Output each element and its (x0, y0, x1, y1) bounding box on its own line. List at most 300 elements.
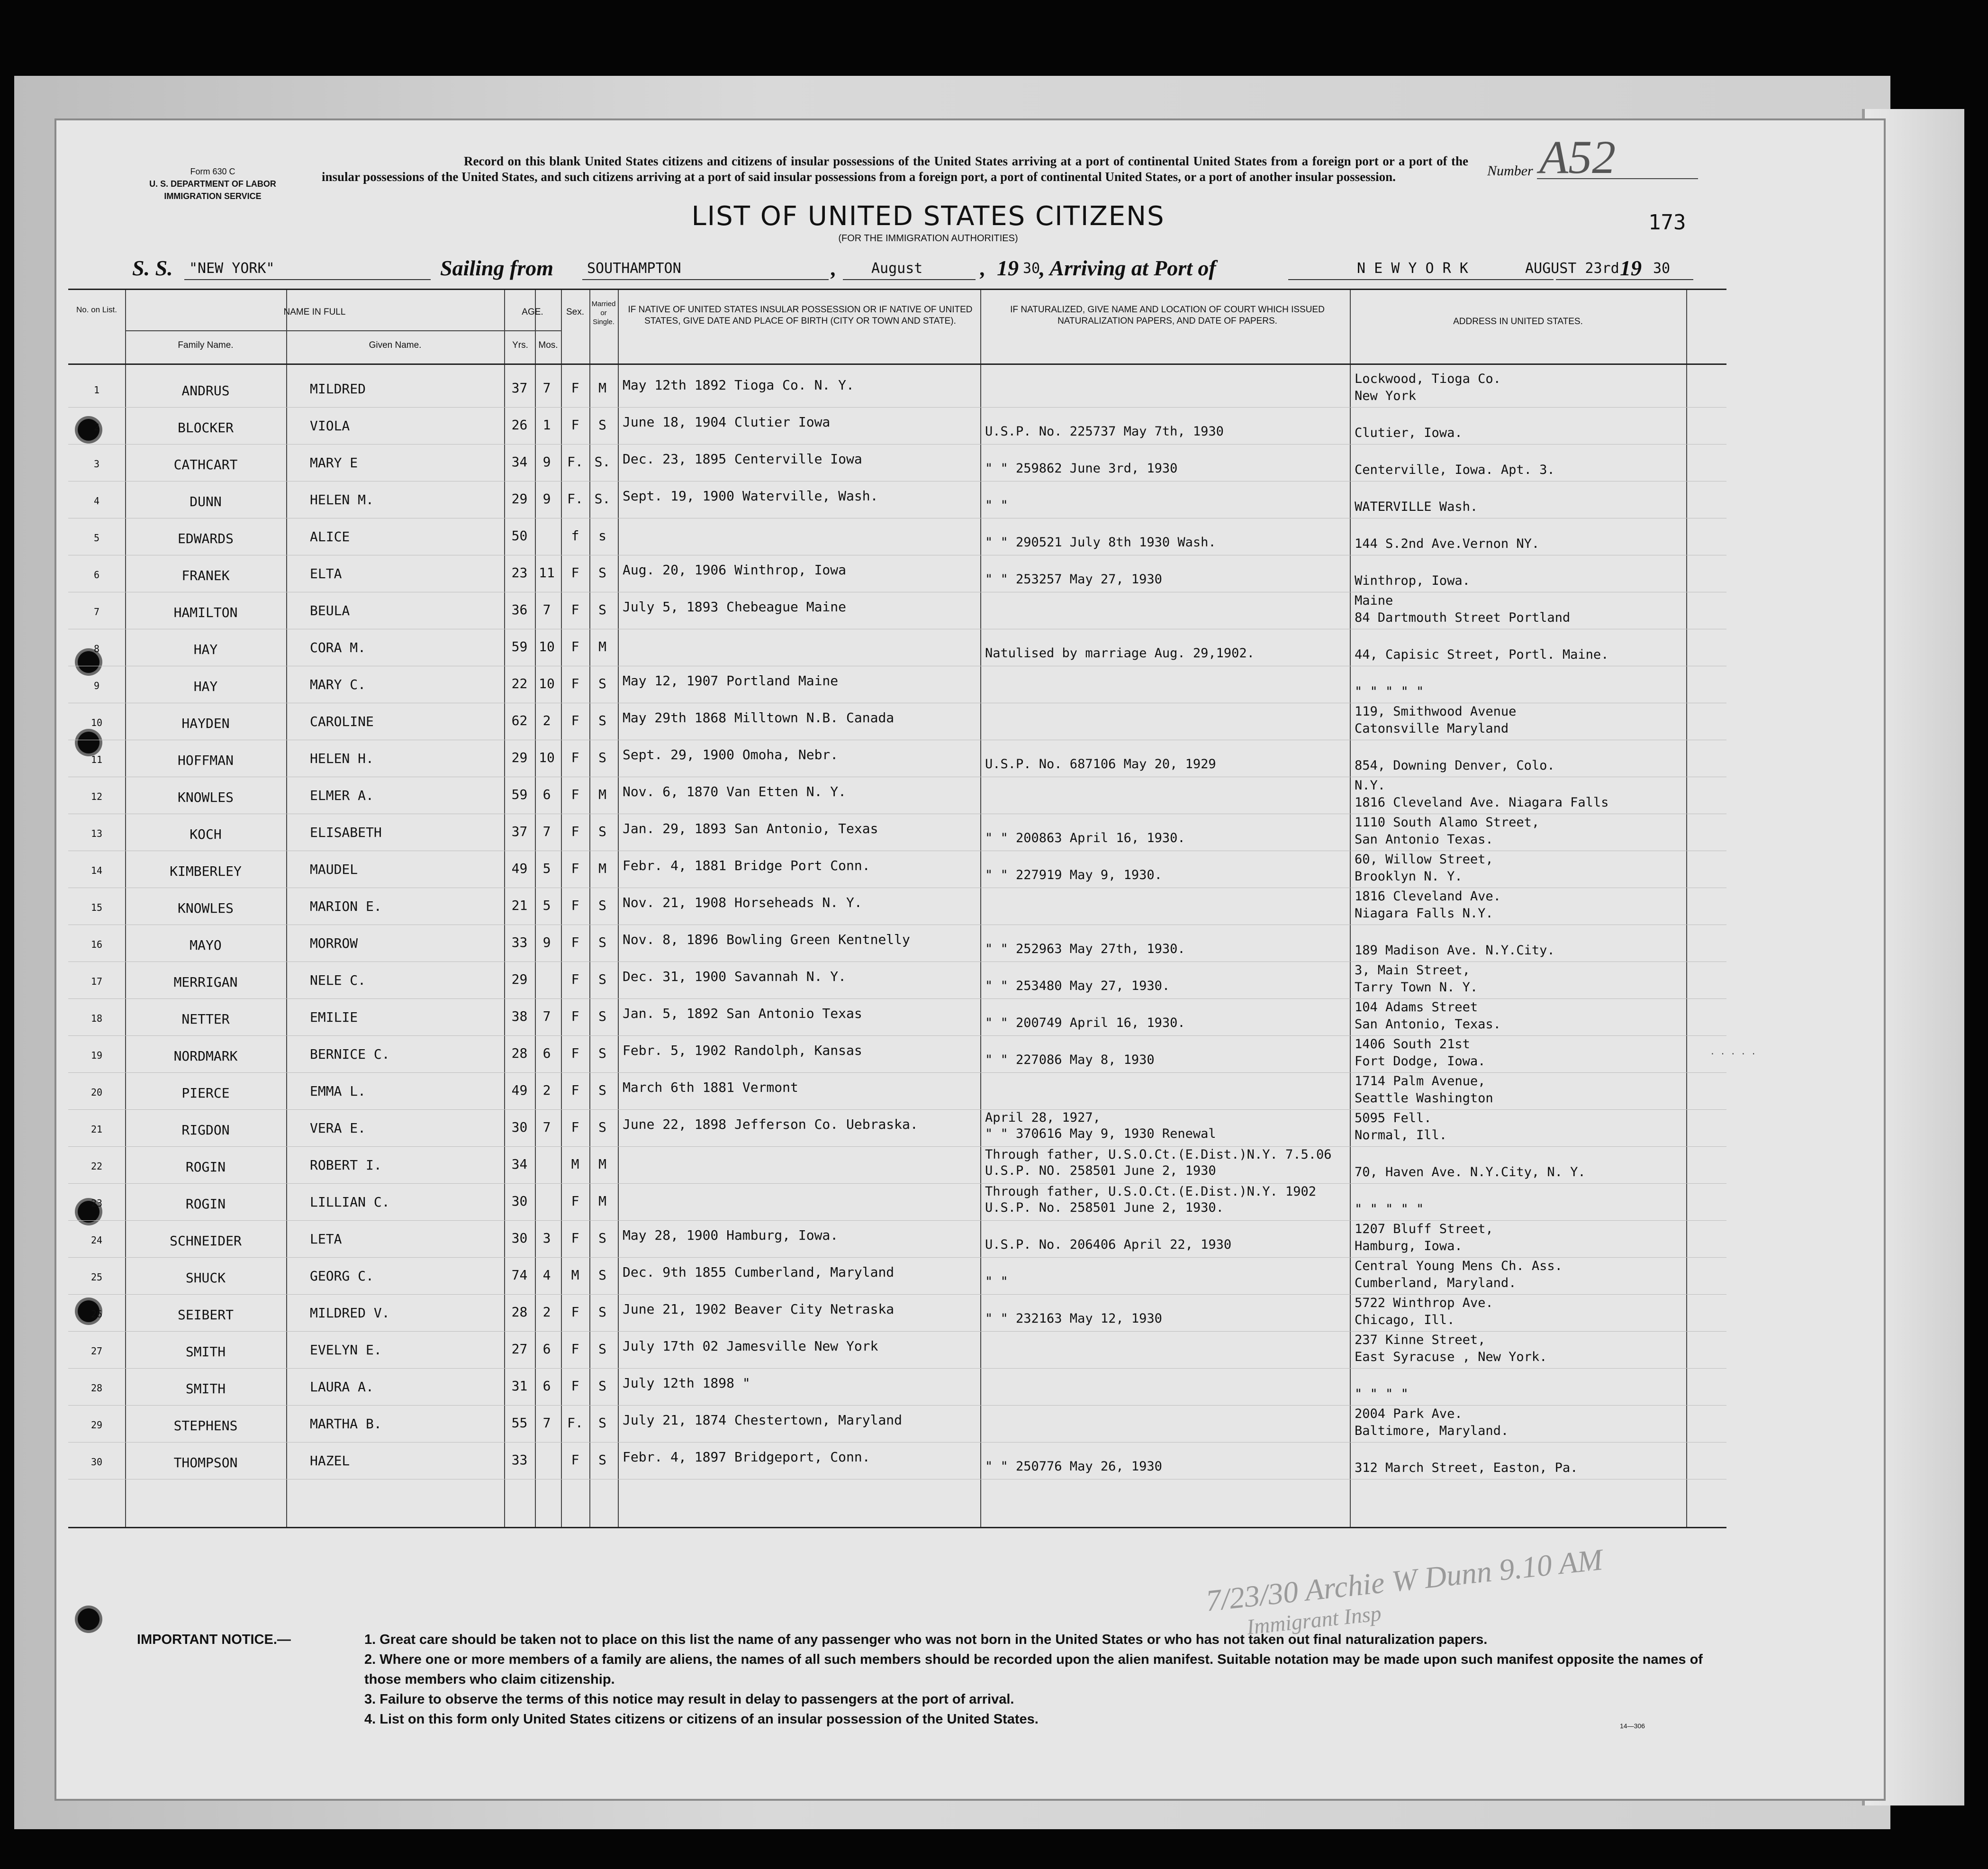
naturalization-line: Through father, U.S.O.Ct.(E.Dist.)N.Y. 1902 (985, 1184, 1316, 1199)
family-name: SHUCK (185, 1270, 226, 1286)
marital-status: M (598, 639, 606, 654)
row-number: 7 (93, 606, 100, 617)
address-line (1355, 481, 1724, 499)
marital-status: S (598, 824, 606, 839)
age-years: 22 (511, 676, 528, 691)
birth-info: May 28, 1900 Hamburg, Iowa. (623, 1227, 839, 1243)
given-name: LILLIAN C. (310, 1194, 390, 1210)
sex: F (571, 565, 579, 581)
naturalization-line: U.S.P. NO. 258501 June 2, 1930 (985, 1163, 1216, 1178)
from-month-underline (843, 279, 976, 280)
birth-info: Sept. 19, 1900 Waterville, Wash. (623, 488, 878, 504)
address-line (1355, 555, 1724, 572)
list-number: A52 (1539, 131, 1616, 183)
address-line: 1816 Cleveland Ave. Niagara Falls (1355, 795, 1609, 810)
naturalization-line: " " 259862 June 3rd, 1930 (985, 461, 1178, 476)
naturalization-info (985, 1221, 1352, 1253)
marital-status: S (598, 971, 606, 987)
naturalization-line (985, 666, 1352, 682)
table-row (68, 445, 1726, 481)
birth-info: Aug. 20, 1906 Winthrop, Iowa (623, 562, 847, 578)
birth-info: Dec. 31, 1900 Savannah N. Y. (623, 969, 847, 984)
address (1355, 481, 1724, 516)
address-line: 5722 Winthrop Ave. (1355, 1296, 1493, 1310)
birth-info: June 18, 1904 Clutier Iowa (623, 414, 831, 430)
given-name: VIOLA (310, 418, 350, 434)
age-months: 7 (542, 380, 551, 396)
age-months: 9 (542, 491, 551, 507)
notice-item: 3. Failure to observe the terms of this notice may result in delay to passengers at the port of arrival. (364, 1692, 1014, 1707)
from-port-underline (582, 279, 829, 280)
row-number: 25 (90, 1271, 103, 1283)
age-months: 7 (542, 1119, 551, 1135)
sex: F (571, 787, 579, 802)
naturalization-info (985, 1184, 1352, 1216)
age-months: 2 (542, 713, 551, 728)
address-line: New York (1355, 389, 1417, 403)
arriving-label: , Arriving at Port of (1039, 256, 1216, 280)
naturalization-line (985, 888, 1352, 904)
naturalization-line (985, 1422, 1352, 1438)
age-months: 4 (542, 1267, 551, 1283)
age-years: 27 (511, 1341, 528, 1357)
address-line: 60, Willow Street, (1355, 852, 1493, 867)
header-yrs: Yrs. (512, 340, 528, 350)
age-months: 10 (539, 750, 555, 765)
age-months: 9 (542, 454, 551, 470)
age-years: 37 (511, 380, 528, 396)
age-years: 29 (511, 750, 528, 765)
birth-info: July 21, 1874 Chestertown, Maryland (623, 1412, 903, 1428)
marital-status: S (598, 565, 606, 581)
marital-status: S (598, 1119, 606, 1135)
given-name: MARY C. (310, 677, 366, 692)
age-months: 11 (539, 565, 555, 581)
given-name: ROBERT I. (310, 1157, 382, 1173)
age-years: 30 (511, 1193, 528, 1209)
family-name: ANDRUS (181, 383, 230, 399)
age-months: 7 (542, 602, 551, 617)
birth-info: Febr. 4, 1881 Bridge Port Conn. (623, 858, 870, 873)
naturalization-line (985, 629, 1352, 645)
address (1355, 371, 1724, 405)
address-line: 1816 Cleveland Ave. (1355, 889, 1501, 904)
page-number: 173 (1648, 210, 1686, 235)
age-years: 21 (511, 898, 528, 913)
naturalization-line (985, 1385, 1352, 1401)
birth-info: June 22, 1898 Jefferson Co. Uebraska. (623, 1116, 918, 1132)
sex: F (571, 934, 579, 950)
row-number: 16 (90, 939, 103, 950)
row-number: 10 (90, 717, 103, 728)
address-line: Clutier, Iowa. (1355, 426, 1463, 440)
header-place-of-birth: IF NATIVE OF UNITED STATES INSULAR POSSESSION OR IF NATIVE OF UNITED STATES, GIVE DATE AND PLACE OF BIRTH (CITY OR TOWN AND STATE). (628, 305, 973, 326)
address (1355, 445, 1724, 479)
table-row (68, 1332, 1726, 1369)
row-number: 6 (93, 569, 100, 581)
sex: F (571, 1193, 579, 1209)
given-name: EVELYN E. (310, 1342, 382, 1358)
family-name: KNOWLES (177, 789, 234, 805)
age-years: 31 (511, 1378, 528, 1394)
naturalization-info (985, 592, 1352, 625)
address-line (1355, 740, 1724, 757)
birth-info: June 21, 1902 Beaver City Netraska (623, 1301, 895, 1317)
family-name: HAMILTON (173, 605, 238, 620)
table-row (68, 555, 1726, 592)
family-name: MERRIGAN (173, 974, 238, 990)
address (1355, 777, 1724, 811)
family-name: STEPHENS (173, 1418, 238, 1434)
marital-status: S (598, 750, 606, 765)
birth-info: Sept. 29, 1900 Omoha, Nebr. (623, 747, 839, 762)
naturalization-line (985, 851, 1352, 867)
marital-status: M (598, 861, 606, 876)
signature-title: Immigrant Insp (1245, 1601, 1383, 1639)
address-line: East Syracuse , New York. (1355, 1350, 1547, 1364)
marital-status: S. (594, 454, 611, 470)
address-line (1355, 925, 1724, 942)
naturalization-info (985, 1258, 1352, 1290)
row-number: 30 (90, 1456, 103, 1468)
naturalization-line (985, 962, 1352, 978)
given-name: CAROLINE (310, 714, 374, 729)
table-row (68, 1443, 1726, 1479)
naturalization-line (985, 608, 1352, 625)
naturalization-line: " " 232163 May 12, 1930 (985, 1311, 1162, 1326)
sex: f (571, 528, 579, 544)
address-line: " " " " (1355, 1387, 1409, 1401)
marital-status: S (598, 713, 606, 728)
signature-date: 7/23/30 (1204, 1574, 1300, 1618)
address-line: Fort Dodge, Iowa. (1355, 1054, 1486, 1069)
age-months: 6 (542, 1045, 551, 1061)
age-years: 38 (511, 1008, 528, 1024)
family-name: PIERCE (181, 1085, 230, 1101)
address (1355, 962, 1724, 996)
given-name: MARTHA B. (310, 1416, 382, 1432)
age-years: 33 (511, 934, 528, 950)
address-line: 5095 Fell. (1355, 1111, 1432, 1125)
sex: F (571, 676, 579, 691)
sex: F (571, 1045, 579, 1061)
naturalization-info (985, 1443, 1352, 1475)
table-row (68, 814, 1726, 851)
birth-info: July 17th 02 Jamesville New York (623, 1338, 878, 1354)
sex: F (571, 713, 579, 728)
address-line: Baltimore, Maryland. (1355, 1424, 1509, 1438)
given-name: HELEN H. (310, 751, 374, 766)
given-name: LETA (310, 1231, 342, 1247)
naturalization-line (985, 814, 1352, 830)
age-months: 7 (542, 824, 551, 839)
naturalization-line: U.S.P. No. 206406 April 22, 1930 (985, 1237, 1232, 1252)
address (1355, 629, 1724, 663)
address-line: 1714 Palm Avenue, (1355, 1074, 1486, 1089)
sex: M (571, 1156, 579, 1172)
table-row (68, 1369, 1726, 1406)
family-name: SMITH (185, 1381, 226, 1397)
naturalization-line (985, 703, 1352, 719)
address (1355, 999, 1724, 1033)
family-name: BLOCKER (177, 420, 234, 435)
row-number: 29 (90, 1419, 103, 1431)
birth-info: Febr. 5, 1902 Randolph, Kansas (623, 1043, 862, 1058)
naturalization-info (985, 1406, 1352, 1438)
sex: F (571, 1082, 579, 1098)
marital-status: S (598, 676, 606, 691)
birth-info: Jan. 5, 1892 San Antonio Texas (623, 1006, 862, 1021)
address-line (1355, 408, 1724, 425)
naturalization-line (985, 555, 1352, 572)
address-line: 2004 Park Ave. (1355, 1406, 1463, 1421)
given-name: HAZEL (310, 1453, 350, 1469)
address-line: 119, Smithwood Avenue (1355, 704, 1517, 719)
age-years: 34 (511, 454, 528, 470)
naturalization-line (985, 1221, 1352, 1237)
arrival-port-underline (1288, 279, 1554, 280)
birth-info: Nov. 21, 1908 Horseheads N. Y. (623, 895, 862, 910)
age-months: 2 (542, 1304, 551, 1320)
naturalization-line (985, 518, 1352, 535)
service-name: IMMIGRATION SERVICE (164, 191, 262, 201)
ship-name: "NEW YORK" (189, 260, 275, 277)
address-line (1355, 1369, 1724, 1386)
marital-status: S (598, 1304, 606, 1320)
naturalization-line (985, 592, 1352, 608)
arrival-year-prefix: 19 (1620, 256, 1642, 280)
naturalization-line: " " (985, 498, 1008, 513)
naturalization-line (985, 904, 1352, 920)
header-name-in-full: NAME IN FULL (283, 307, 346, 317)
family-name: SCHNEIDER (170, 1233, 242, 1249)
row-number: 1 (93, 384, 100, 396)
from-year: 30 (1023, 260, 1040, 277)
table-row (68, 629, 1726, 666)
naturalization-line: U.S.P. No. 687106 May 20, 1929 (985, 757, 1216, 771)
age-months: 2 (542, 1082, 551, 1098)
table-row (68, 666, 1726, 703)
age-years: 29 (511, 971, 528, 987)
age-months: 10 (539, 676, 555, 691)
birth-info: Nov. 8, 1896 Bowling Green Kentnelly (623, 932, 910, 947)
age-months: 6 (542, 787, 551, 802)
given-name: MILDRED (310, 381, 366, 397)
sex: F (571, 1119, 579, 1135)
sex: F (571, 1341, 579, 1357)
header-age: AGE. (522, 307, 543, 317)
given-name: EMMA L. (310, 1083, 366, 1099)
address-line: 312 March Street, Easton, Pa. (1355, 1461, 1578, 1475)
address-line: Seattle Washington (1355, 1091, 1493, 1106)
family-name: HAY (193, 642, 218, 657)
given-name: HELEN M. (310, 492, 374, 508)
address-line (1355, 1147, 1724, 1164)
naturalization-line (985, 1332, 1352, 1348)
marital-status: S (598, 934, 606, 950)
family-name: SEIBERT (177, 1307, 234, 1323)
row-number: 21 (90, 1124, 103, 1135)
naturalization-line: " " 200749 April 16, 1930. (985, 1016, 1185, 1030)
age-years: 55 (511, 1415, 528, 1431)
header-family-name: Family Name. (178, 340, 234, 350)
naturalization-line (985, 682, 1352, 699)
birth-info: Dec. 23, 1895 Centerville Iowa (623, 451, 862, 467)
address-line: 1406 South 21st (1355, 1037, 1470, 1052)
naturalization-line (985, 1295, 1352, 1311)
address (1355, 1036, 1724, 1070)
naturalization-info (985, 851, 1352, 883)
sex: F (571, 898, 579, 913)
table-row (68, 1295, 1726, 1332)
header-married-or-single: Married or Single. (591, 300, 616, 326)
address-line: Catonsville Maryland (1355, 721, 1509, 736)
given-name: MARION E. (310, 898, 382, 914)
birth-info: Dec. 9th 1855 Cumberland, Maryland (623, 1264, 895, 1280)
birth-info: May 12, 1907 Portland Maine (623, 673, 839, 689)
form-identifier (113, 165, 312, 202)
table-row (68, 1073, 1726, 1110)
naturalization-line (985, 445, 1352, 461)
naturalization-line: Natulised by marriage Aug. 29,1902. (985, 646, 1255, 661)
table-row (68, 777, 1726, 814)
age-months: 5 (542, 898, 551, 913)
sex: F. (567, 491, 583, 507)
sex: F (571, 1452, 579, 1468)
record-instructions: Record on this blank United States citizens and citizens of insular possessions of the United States arriving at a port of continental United States from a foreign port or a port of the insular possessions of the United States, and such citizens arriving at a port of said insular possessions from a foreign port, a port of continental United States, or a port of another insular possession. (322, 154, 1468, 184)
row-number: 12 (90, 791, 103, 802)
arrival-year: 30 (1653, 260, 1671, 277)
address-line: 237 Kinne Street, (1355, 1333, 1486, 1347)
address-line: 104 Adams Street (1355, 1000, 1478, 1015)
ss-label: S. S. (132, 256, 173, 280)
header-no-on-list: No. on List. (76, 305, 117, 314)
age-years: 29 (511, 491, 528, 507)
table-row (68, 925, 1726, 962)
family-name: HOFFMAN (177, 753, 234, 768)
voyage-line: S. S. "NEW YORK" Sailing from SOUTHAMPTON , August , 19 30 , Arriving at Port of N E W Y O R K AUGUST 23rd 19 30 (132, 255, 1857, 284)
naturalization-line (985, 1073, 1352, 1089)
naturalization-line (985, 1089, 1352, 1105)
ship-underline (184, 279, 431, 280)
given-name: VERA E. (310, 1120, 366, 1136)
naturalization-info (985, 555, 1352, 588)
sex: F (571, 971, 579, 987)
address-line: Maine (1355, 593, 1393, 608)
address (1355, 1110, 1724, 1144)
address (1355, 555, 1724, 590)
family-name: KNOWLES (177, 900, 234, 916)
notice-heading: IMPORTANT NOTICE.— (137, 1632, 291, 1647)
family-name: ROGIN (185, 1196, 226, 1212)
naturalization-info (985, 445, 1352, 477)
naturalization-line (985, 793, 1352, 809)
table-row (68, 851, 1726, 888)
birth-info: Nov. 6, 1870 Van Etten N. Y. (623, 784, 847, 799)
naturalization-line: U.S.P. No. 258501 June 2, 1930. (985, 1200, 1224, 1215)
age-months: 6 (542, 1378, 551, 1394)
address-line: 1207 Bluff Street, (1355, 1222, 1493, 1236)
address-line: Winthrop, Iowa. (1355, 573, 1470, 588)
sex: F (571, 639, 579, 654)
address-line (1355, 518, 1724, 535)
birth-info: Jan. 29, 1893 San Antonio, Texas (623, 821, 878, 836)
age-years: 49 (511, 861, 528, 876)
birth-info: July 12th 1898 " (623, 1375, 750, 1391)
table-row (68, 1147, 1726, 1184)
naturalization-line (985, 1369, 1352, 1385)
naturalization-line: " " 200863 April 16, 1930. (985, 831, 1185, 845)
address-line: Cumberland, Maryland. (1355, 1276, 1517, 1290)
age-months: 9 (542, 934, 551, 950)
sex: F (571, 824, 579, 839)
age-months: 6 (542, 1341, 551, 1357)
department-name: U. S. DEPARTMENT OF LABOR (149, 179, 276, 189)
passenger-table (68, 289, 1726, 1528)
table-row (68, 518, 1726, 555)
row-number: 4 (93, 495, 100, 507)
naturalization-info (985, 1073, 1352, 1105)
table-row (68, 481, 1726, 518)
address (1355, 1406, 1724, 1440)
marital-status: M (598, 787, 606, 802)
address-line: San Antonio Texas. (1355, 832, 1493, 847)
row-number: 2 (93, 421, 100, 433)
row-number: 22 (90, 1161, 103, 1172)
table-row (68, 1110, 1726, 1147)
table-row (68, 703, 1726, 740)
table-row (68, 1258, 1726, 1295)
marital-status: M (598, 1156, 606, 1172)
page-title: LIST OF UNITED STATES CITIZENS (691, 201, 1165, 232)
address-line: Niagara Falls N.Y. (1355, 906, 1493, 921)
naturalization-info (985, 1332, 1352, 1364)
family-name: NETTER (181, 1011, 230, 1027)
row-number: 18 (90, 1013, 103, 1024)
family-name: MAYO (190, 937, 222, 953)
naturalization-line (985, 1348, 1352, 1364)
arrival-port: N E W Y O R K (1357, 260, 1468, 277)
naturalization-line: " " 253257 May 27, 1930 (985, 572, 1162, 587)
address-line: 854, Downing Denver, Colo. (1355, 758, 1555, 773)
naturalization-line (985, 1406, 1352, 1422)
page-subtitle: (FOR THE IMMIGRATION AUTHORITIES) (838, 233, 1018, 244)
address (1355, 1221, 1724, 1255)
row-number: 26 (90, 1308, 103, 1320)
naturalization-line (985, 1443, 1352, 1459)
sex: F (571, 1304, 579, 1320)
manifest-page: Form 630 C U. S. DEPARTMENT OF LABOR IMMIGRATION SERVICE Record on this blank United States citizens and citizens of insular possessions of the United States arriving at a port of continental United States from a foreign port or a port of the insular possessions of the United States, and such citizens arriving at a port of said insular possessions from a foreign port, a port of continental United States, or a port of another insular possession. Number A52 173 LIST OF UNITED STATES CITIZENS (FOR THE IMMIGRATION AUTHORITIES) S. S. "NEW YORK" Sailing from SOUTHAMPTON , August , 19 30 , Arriving at Port of N E W Y O R K AUGUST 23rd 19 30 No. on List. NAME IN FULL Family Name. Given Name. AGE. Yrs. Mos. Sex. Married or Single. IF NATIVE OF UNITED STATES INSULAR POSSESSION OR IF NATIVE OF UNITED STATES, GIVE DATE AND PLACE OF BIRTH (CITY OR TOWN AND STATE). IF NATURALIZED, GIVE NAME AND LOCATION OF COURT WHICH ISSUED NATURALIZATION PAPERS, AND DATE OF PAPERS. ADDRESS IN UNITED STATES. 1 ANDRUS MILDRED 37 7 F M May 12th 1892 Tioga Co. N. Y. Lockwood, Tioga Co. New York 2 BLOCKER VIOLA 26 1 F S June 18, 1904 Clutier Iowa U.S.P. No. 225737 May 7th, 1930 Clutier, Iowa. 3 CATHCART MARY E 34 9 F. S. Dec. 23, 1895 Centerville Iowa " " 259862 June 3rd, 1930 Centerville, Iowa. Apt. 3. 4 DUNN HELEN M. 29 9 F. S. Sept. 19, 1900 Waterville, Wash. " " WATERVILLE Wash. 5 EDWARDS ALICE 50 f s " " 290521 July 8th 1930 Wash. 144 S.2nd Ave.Vernon NY. 6 FRANEK ELTA 23 11 F S Aug. 20, 1906 Winthrop, Iowa " " 253257 May 27, 1930 Winthrop, Iowa. 7 HAMILTON BEULA 36 7 F S July 5, 1893 Chebeague Maine Maine 84 Dartmouth Street Portland 8 HAY CORA M. 59 10 F M Natulised by marriage Aug. 29,1902. 44, Capisic Street, Portl. Maine. 9 HAY MARY C. 22 10 F S May 12, 1907 Portland Maine " " " " " 10 HAYDEN CAROLINE 62 2 F S May 29th 1868 Milltown N.B. Canada 119, Smithwood Avenue Catonsville Maryland 11 HOFFMAN HELEN H. 29 10 F S Sept. 29, 1900 Omoha, Nebr. U.S.P. No. 687106 May 20, 1929 854, Downing Denver, Colo. 12 KNOWLES ELMER A. 59 6 F M Nov. 6, 1870 Van Etten N. Y. N.Y. 1816 Cleveland Ave. Niagara Falls 13 KOCH ELISABETH 37 7 F S Jan. 29, 1893 San Antonio, Texas " " 200863 April 16, 1930. 1110 South Alamo Street, San Antonio Texas. 14 KIMBERLEY MAUDEL 49 5 F M Febr. 4, 1881 Bridge Port Conn. " " 227919 May 9, 1930. 60, Willow Street, Brooklyn N. Y. 15 KNOWLES MARION E. 21 5 F S Nov. 21, 1908 Horseheads N. Y. 1816 Cleveland Ave. Niagara Falls N.Y. 16 MAYO MORROW 33 9 F S Nov. 8, 1896 Bowling Green Kentnelly " " 252963 May 27th, 1930. 189 Madison Ave. N.Y.City. 17 MERRIGAN NELE C. 29 F S Dec. 31, 1900 Savannah N. Y. " " 253480 May 27, 1930. 3, Main Street, Tarry Town N. Y. 18 NETTER EMILIE 38 7 F S Jan. 5, 1892 San Antonio Texas " " 200749 April 16, 1930. 104 Adams Street San Antonio, Texas. 19 NORDMARK BERNICE C. 28 6 F S Febr. 5, 1902 Randolph, Kansas " " 227086 May 8, 1930 1406 South 21st Fort Dodge, Iowa. 20 PIERCE EMMA L. 49 2 F S March 6th 1881 Vermont 1714 Palm Avenue, Seattle Washington 21 RIGDON VERA E. 30 7 F S June 22, 1898 Jefferson Co. Uebraska. April 28, 1927, " " 370616 May 9, 1930 Renewal 5095 Fell. Normal, Ill. 22 ROGIN ROBERT I. 34 M M Through father, U.S.O.Ct.(E.Dist.)N.Y. 7.5.06 U.S.P. NO. 258501 June 2, 1930 70, Haven Ave. N.Y.City, N. Y. 23 ROGIN LILLIAN C. 30 F M Through father, U.S.O.Ct.(E.Dist.)N.Y. 1902 U.S.P. No. 258501 June 2, 1930. " " " " " 24 SCHNEIDER LETA 30 3 F S May 28, 1900 Hamburg, Iowa. U.S.P. No. 206406 April 22, 1930 1207 Bluff Street, Hamburg, Iowa. 25 SHUCK GEORG C. 74 4 M S Dec. 9th 1855 Cumberland, Maryland " " Central Young Mens Ch. Ass. Cumberland, Maryland. 26 SEIBERT MILDRED V. 28 2 F S June 21, 1902 Beaver City Netraska " " 232163 May 12, 1930 5722 Winthrop Ave. Chicago, Ill. 27 SMITH EVELYN E. 27 6 F S July 17th 02 Jamesville New York 237 Kinne Street, East Syracuse , New York. 28 SMITH LAURA A. 31 6 F S July 12th 1898 " " " " " 29 STEPHENS MARTHA B. 55 7 F. S July 21, 1874 Chestertown, Maryland 2004 Park Ave. Baltimore, Maryland. 30 THOMPSON HAZEL 33 F S Febr. 4, 1897 Bridgeport, Conn. " " 250776 May 26, 1930 312 March Street, Easton, Pa. · · · · · 7/23/30 Archie W Dunn 9.10 AM Immigrant Insp IMPORTANT NOTICE.— 1. Great care should be taken not to place on this list the name of any passenger who was not born in the United States or who has not taken out final naturalization papers. 2. Where one or more members of a family are aliens, the names of all such members should be recorded upon the alien manifest. Suitable notation may be made upon such manifest opposite the names of those members who claim citizenship. 3. Failure to observe the terms of this notice may result in delay to passengers at the port of arrival. 4. List on this form only United States citizens or citizens of an insular possession of the United States. 14—306 (54, 118, 1886, 1801)
naturalization-info (985, 1295, 1352, 1327)
sex: F (571, 1230, 579, 1246)
address-line: 1110 South Alamo Street, (1355, 815, 1540, 830)
given-name: BEULA (310, 603, 350, 618)
family-name: CATHCART (173, 457, 238, 472)
address (1355, 703, 1724, 737)
naturalization-info (985, 1369, 1352, 1401)
address (1355, 1443, 1724, 1477)
header-mos: Mos. (538, 340, 558, 350)
sex: F. (567, 454, 583, 470)
family-name: DUNN (190, 494, 222, 509)
address-line: " " " " " (1355, 1202, 1424, 1216)
naturalization-line (985, 481, 1352, 498)
naturalization-info (985, 666, 1352, 699)
table-row (68, 1406, 1726, 1443)
age-years: 34 (511, 1156, 528, 1172)
naturalization-line (985, 371, 1352, 387)
table-row (68, 999, 1726, 1036)
